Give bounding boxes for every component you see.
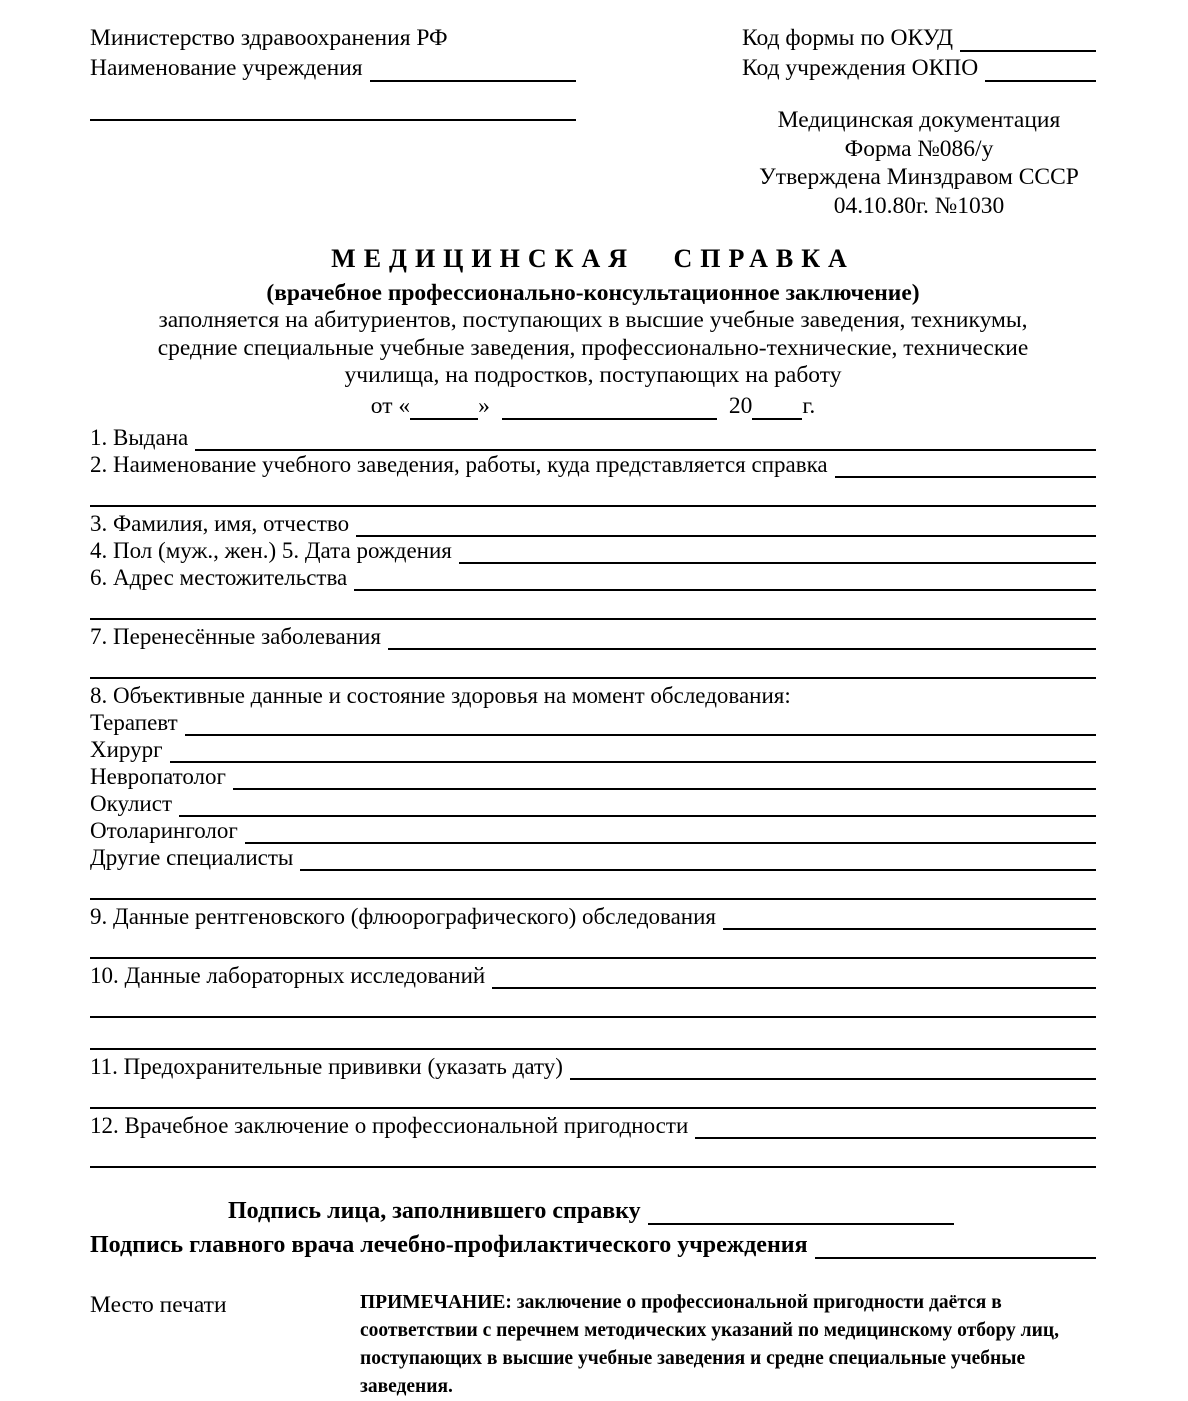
- filler-signature-label: Подпись лица, заполнившего справку: [228, 1197, 641, 1224]
- header-right: [742, 22, 1096, 220]
- form-description-line-2: средние специальные учебные заведения, профессионально-технические, технические: [157, 334, 1029, 361]
- stamp-place-label: Место печати: [90, 1291, 227, 1318]
- ministry-label: Министерство здравоохранения РФ: [90, 25, 448, 51]
- specialist-label-oculist: Окулист: [90, 790, 172, 816]
- chief-doctor-signature-line: [90, 1225, 1096, 1259]
- specialist-label-neurologist: Невропатолог: [90, 763, 226, 789]
- okud-line: [742, 22, 1096, 52]
- field-blank-2[interactable]: [835, 476, 1096, 478]
- form-footer: [90, 1289, 1096, 1401]
- field-blank-11[interactable]: [570, 1078, 1096, 1080]
- okpo-label: Код учреждения ОКПО: [742, 55, 979, 81]
- field-row-8: [90, 682, 1096, 709]
- field-blank-9-cont[interactable]: [90, 930, 1096, 959]
- specialist-blank-other[interactable]: [300, 869, 1096, 871]
- specialist-label-therapist: Терапевт: [90, 709, 178, 735]
- date-year-prefix: 20: [728, 392, 753, 419]
- field-row-9: [90, 903, 1096, 930]
- specialist-blank-neurologist[interactable]: [233, 788, 1096, 790]
- approved-by-line: Утверждена Минздравом СССР: [759, 164, 1079, 190]
- field-label-8: 8. Объективные данные и состояние здоровья на момент обследования:: [90, 682, 791, 708]
- date-year-suffix: г.: [802, 392, 816, 419]
- specialist-row-oculist: [90, 790, 1096, 817]
- field-row-4-5: [90, 537, 1096, 564]
- field-label-3: 3. Фамилия, имя, отчество: [90, 510, 350, 536]
- okpo-line: [742, 52, 1096, 82]
- specialist-row-otolaryngologist: [90, 817, 1096, 844]
- chief-doctor-signature-blank[interactable]: [815, 1257, 1096, 1259]
- specialist-row-therapist: [90, 709, 1096, 736]
- doc-type-line: Медицинская документация: [777, 107, 1061, 133]
- field-blank-4-5[interactable]: [459, 562, 1096, 564]
- okpo-blank[interactable]: [985, 80, 1096, 82]
- field-row-7: [90, 623, 1096, 650]
- form-subtitle: (врачебное профессионально-консультационное заключение): [266, 280, 920, 306]
- chief-doctor-signature-label: Подпись главного врача лечебно-профилактического учреждения: [90, 1231, 808, 1258]
- form-number-line: Форма №086/у: [844, 135, 994, 162]
- header-left: [90, 22, 576, 220]
- approval-date-line: 04.10.80г. №1030: [833, 192, 1005, 219]
- specialist-blank-therapist[interactable]: [185, 734, 1096, 736]
- specialist-row-neurologist: [90, 763, 1096, 790]
- form-header: [90, 22, 1096, 220]
- field-blank-1[interactable]: [195, 449, 1096, 451]
- institution-line: [90, 52, 576, 82]
- note-text: заключение о профессиональной пригодности даётся в соответствии с перечнем методических указаний по медицинскому отбору лиц, поступающих в высшие учебные заведения и средне специальные учебные заведения.: [360, 1291, 1059, 1397]
- institution-blank[interactable]: [370, 80, 576, 82]
- date-close-quote: »: [478, 392, 490, 419]
- field-label-1: 1. Выдана: [90, 424, 189, 450]
- date-prefix: от «: [370, 392, 411, 419]
- field-row-2: [90, 451, 1096, 478]
- field-label-11: 11. Предохранительные прививки (указать дату): [90, 1053, 563, 1079]
- note-label: ПРИМЕЧАНИЕ:: [360, 1291, 512, 1313]
- okud-label: Код формы по ОКУД: [742, 25, 953, 51]
- form-fields: [90, 424, 1096, 1168]
- field-row-6: [90, 564, 1096, 591]
- filler-signature-line: [228, 1194, 954, 1225]
- date-year-blank[interactable]: [752, 418, 802, 420]
- institution-label: Наименование учреждения: [90, 55, 363, 81]
- specialist-label-other: Другие специалисты: [90, 844, 294, 870]
- date-month-blank[interactable]: [502, 418, 717, 420]
- field-blank-2-cont[interactable]: [90, 478, 1096, 507]
- issue-date-line: [90, 390, 1096, 420]
- field-row-11: [90, 1053, 1096, 1080]
- field-label-6: 6. Адрес местожительства: [90, 564, 348, 590]
- field-row-3: [90, 510, 1096, 537]
- field-blank-3[interactable]: [356, 535, 1096, 537]
- title-block: [90, 244, 1096, 420]
- doc-classification-block: [742, 106, 1096, 220]
- specialist-row-other: [90, 844, 1096, 871]
- ministry-line: [90, 22, 576, 52]
- specialist-label-surgeon: Хирург: [90, 736, 163, 762]
- okud-blank[interactable]: [960, 50, 1096, 52]
- specialist-blank-otolaryngologist[interactable]: [245, 842, 1096, 844]
- signature-block: [90, 1194, 1096, 1259]
- field-blank-11-cont[interactable]: [90, 1080, 1096, 1109]
- field-blank-7[interactable]: [388, 648, 1096, 650]
- filler-signature-blank[interactable]: [648, 1223, 954, 1225]
- field-blank-9[interactable]: [723, 928, 1096, 930]
- date-day-blank[interactable]: [410, 418, 478, 420]
- field-blank-10-cont-1[interactable]: [90, 989, 1096, 1018]
- field-blank-6-cont[interactable]: [90, 591, 1096, 620]
- specialist-blank-oculist[interactable]: [179, 815, 1096, 817]
- specialist-blank-cont[interactable]: [90, 871, 1096, 900]
- field-row-10: [90, 962, 1096, 989]
- specialist-row-surgeon: [90, 736, 1096, 763]
- field-blank-10[interactable]: [492, 987, 1096, 989]
- field-row-1: [90, 424, 1096, 451]
- field-label-12: 12. Врачебное заключение о профессиональной пригодности: [90, 1112, 689, 1138]
- form-description-line-3: училища, на подростков, поступающих на работу: [344, 362, 842, 388]
- field-blank-7-cont[interactable]: [90, 650, 1096, 679]
- field-blank-10-cont-2[interactable]: [90, 1021, 1096, 1050]
- institution-blank-line-2[interactable]: [90, 92, 576, 121]
- field-label-9: 9. Данные рентгеновского (флюорографического) обследования: [90, 903, 716, 929]
- form-description-line-1: заполняется на абитуриентов, поступающих в высшие учебные заведения, техникумы,: [158, 307, 1028, 333]
- field-label-2: 2. Наименование учебного заведения, работы, куда представляется справка: [90, 451, 828, 477]
- field-blank-12[interactable]: [695, 1137, 1096, 1139]
- specialist-blank-surgeon[interactable]: [170, 761, 1096, 763]
- field-row-12: [90, 1112, 1096, 1139]
- field-blank-6[interactable]: [354, 589, 1096, 591]
- specialist-label-otolaryngologist: Отоларинголог: [90, 817, 238, 843]
- field-label-4-5: 4. Пол (муж., жен.) 5. Дата рождения: [90, 537, 452, 563]
- field-label-7: 7. Перенесённые заболевания: [90, 623, 381, 649]
- note-block: [360, 1289, 1096, 1401]
- field-blank-12-cont[interactable]: [90, 1139, 1096, 1168]
- field-label-10: 10. Данные лабораторных исследований: [90, 962, 486, 988]
- form-title: МЕДИЦИНСКАЯ СПРАВКА: [331, 244, 855, 273]
